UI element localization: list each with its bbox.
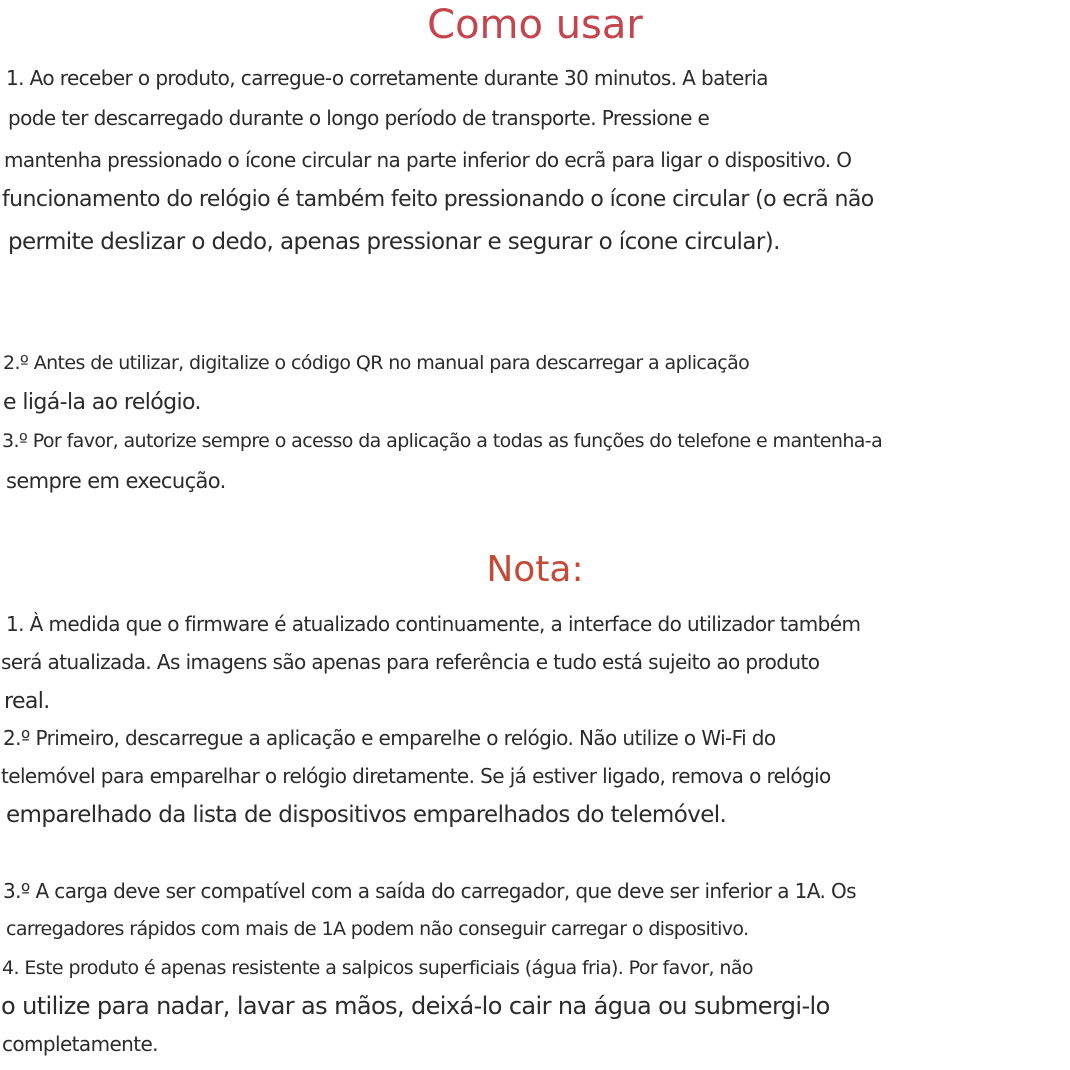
note-line: real. <box>4 689 50 714</box>
note-title: Nota: <box>486 549 584 590</box>
note-line: será atualizada. As imagens são apenas para referência e tudo está sujeito ao produto <box>1 650 820 674</box>
usage-title: Como usar <box>427 2 643 48</box>
note-line: 2.º Primeiro, descarregue a aplicação e emparelhe o relógio. Não utilize o Wi-Fi do <box>3 726 776 750</box>
usage-line: 2.º Antes de utilizar, digitalize o código QR no manual para descarregar a aplicação <box>3 352 750 374</box>
usage-line: 3.º Por favor, autorize sempre o acesso da aplicação a todas as funções do telefone e mantenha-a <box>2 430 883 452</box>
usage-line: sempre em execução. <box>6 469 226 493</box>
note-line: 3.º A carga deve ser compatível com a saída do carregador, que deve ser inferior a 1A. Os <box>3 879 856 903</box>
usage-line: e ligá-la ao relógio. <box>3 390 201 415</box>
note-line: completamente. <box>2 1032 158 1056</box>
note-line: carregadores rápidos com mais de 1A podem não conseguir carregar o dispositivo. <box>6 918 749 940</box>
note-line: 1. À medida que o firmware é atualizado continuamente, a interface do utilizador também <box>6 612 861 636</box>
usage-line: funcionamento do relógio é também feito pressionando o ícone circular (o ecrã não <box>2 187 874 212</box>
note-line: emparelhado da lista de dispositivos emparelhados do telemóvel. <box>6 802 727 828</box>
usage-line: pode ter descarregado durante o longo período de transporte. Pressione e <box>8 106 710 130</box>
note-line: o utilize para nadar, lavar as mãos, deixá-lo cair na água ou submergi-lo <box>1 992 830 1020</box>
usage-line: permite deslizar o dedo, apenas pressionar e segurar o ícone circular). <box>8 229 780 255</box>
note-line: 4. Este produto é apenas resistente a salpicos superficiais (água fria). Por favor, não <box>2 957 753 979</box>
usage-line: 1. Ao receber o produto, carregue-o corretamente durante 30 minutos. A bateria <box>6 66 768 90</box>
usage-line: mantenha pressionado o ícone circular na parte inferior do ecrã para ligar o dispositivo. O <box>4 148 852 172</box>
note-line: telemóvel para emparelhar o relógio diretamente. Se já estiver ligado, remova o relógio <box>1 764 831 788</box>
